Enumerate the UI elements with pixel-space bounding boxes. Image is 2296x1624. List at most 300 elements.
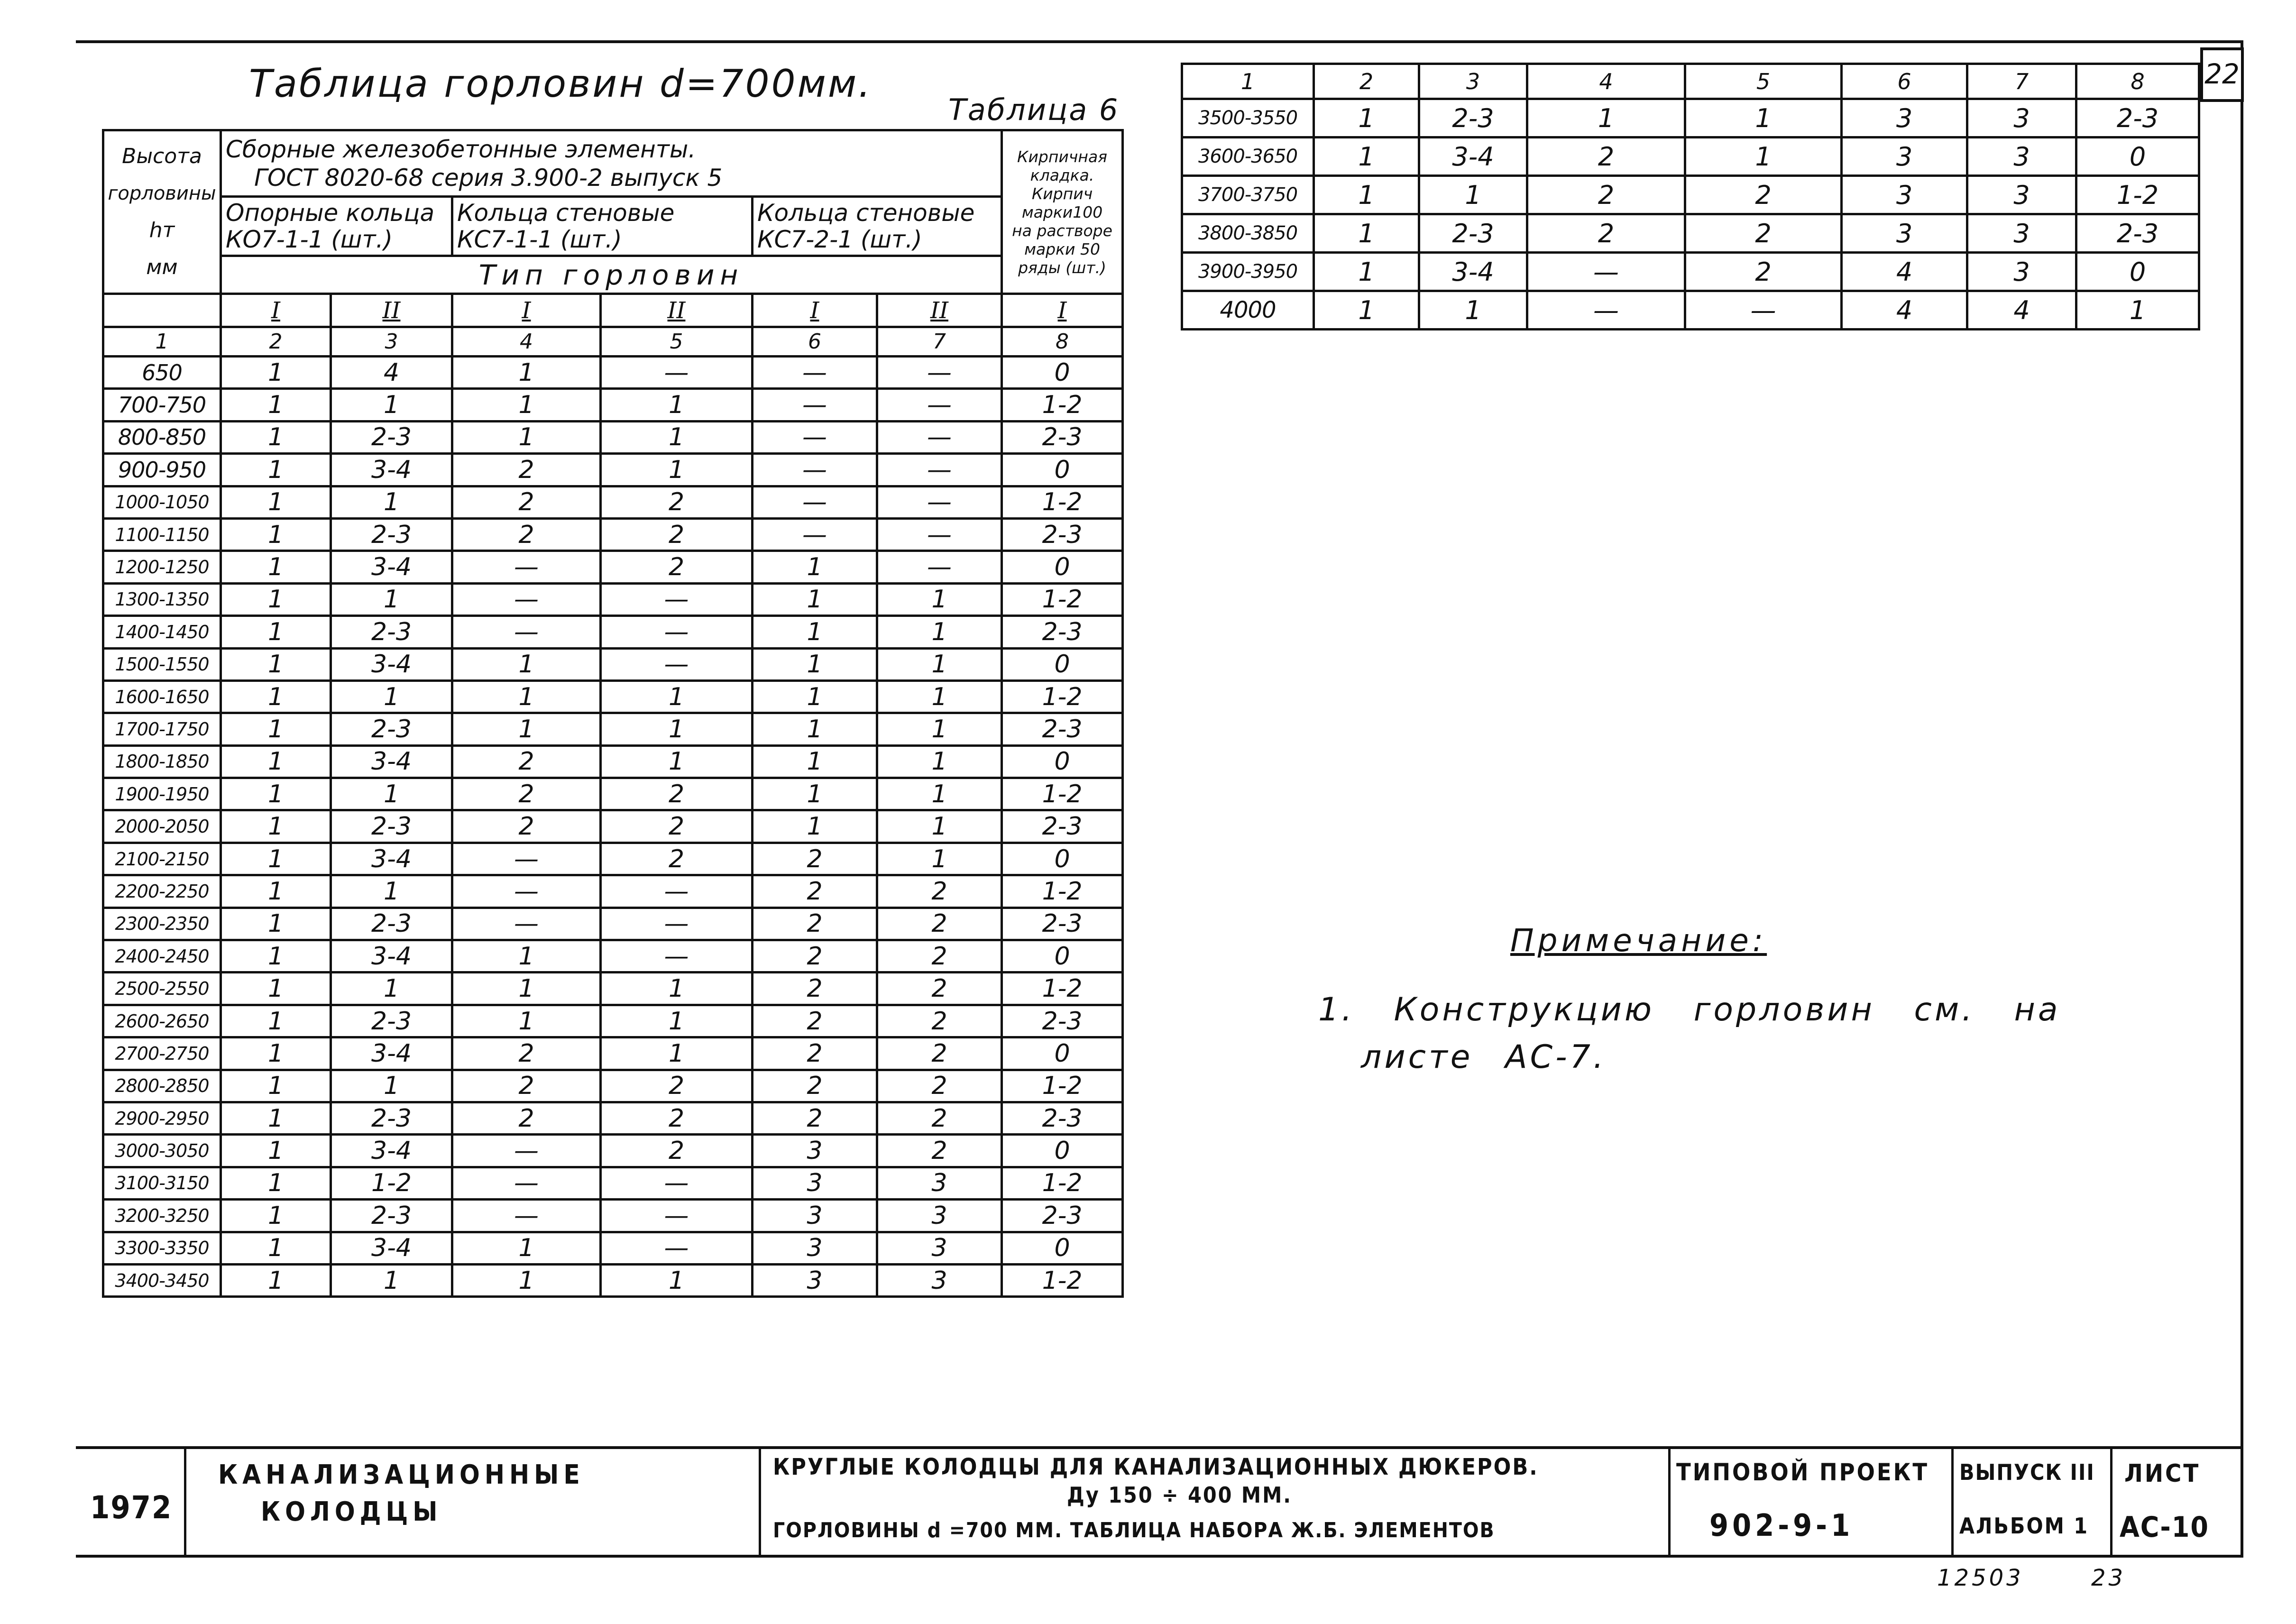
value-cell: 3 (753, 1135, 877, 1167)
value-cell: 1 (452, 1005, 601, 1037)
value-cell: 0 (1002, 1037, 1123, 1070)
column-number-cell: 5 (601, 327, 753, 357)
value-cell: — (452, 1200, 601, 1232)
height-cell: 2800-2850 (103, 1070, 221, 1102)
brick-line: Кирпичная (1017, 147, 1108, 166)
value-cell: 2 (877, 908, 1002, 940)
value-cell: 1 (753, 745, 877, 778)
height-cell: 2000-2050 (103, 810, 221, 843)
value-cell: 1 (1527, 99, 1685, 138)
value-cell: 1 (601, 713, 753, 745)
value-cell: 1 (452, 1232, 601, 1264)
value-cell: 2 (601, 843, 753, 875)
height-cell: 2900-2950 (103, 1102, 221, 1134)
brick-line: марки100 (1021, 202, 1103, 221)
column-number-cell: 2 (221, 327, 331, 357)
value-cell: — (452, 908, 601, 940)
value-cell: 1 (221, 875, 331, 908)
value-cell: 2 (601, 486, 753, 518)
value-cell: — (877, 421, 1002, 453)
table-row (103, 486, 1123, 518)
value-cell: 1 (877, 583, 1002, 615)
type-cell (1002, 294, 1123, 327)
value-cell: — (452, 843, 601, 875)
value-cell: 2 (601, 551, 753, 583)
table-row (103, 551, 1123, 583)
height-cell: 1100-1150 (103, 518, 221, 551)
value-cell: — (753, 486, 877, 518)
value-cell: 1 (877, 745, 1002, 778)
value-cell: 3-4 (331, 1135, 452, 1167)
group-title-cell (221, 130, 1002, 197)
value-cell: — (601, 648, 753, 680)
value-cell: 0 (2076, 253, 2199, 291)
value-cell: 1-2 (2076, 176, 2199, 214)
value-cell: 1 (221, 810, 331, 843)
value-cell: 2-3 (1002, 1102, 1123, 1134)
value-cell: 3-4 (1419, 253, 1527, 291)
value-cell: 3 (1842, 176, 1967, 214)
table-row (103, 1200, 1123, 1232)
divider (1668, 1449, 1671, 1555)
value-cell: 2-3 (2076, 214, 2199, 253)
table-row (103, 1070, 1123, 1102)
value-cell: 2-3 (331, 908, 452, 940)
height-cell: 3400-3450 (103, 1264, 221, 1296)
title-block (76, 1446, 2243, 1558)
height-cell: 1900-1950 (103, 778, 221, 810)
value-cell: 2 (877, 1135, 1002, 1167)
column-number-cell: 8 (1002, 327, 1123, 357)
value-cell: 2 (1527, 214, 1685, 253)
brick-line: Кирпич (1031, 184, 1093, 203)
value-cell: 3 (1967, 253, 2076, 291)
table-row (103, 713, 1123, 745)
value-cell: 2 (753, 940, 877, 973)
value-cell: — (601, 1232, 753, 1264)
height-cell: 1500-1550 (103, 648, 221, 680)
value-cell: 2 (1685, 214, 1842, 253)
value-cell: — (753, 421, 877, 453)
value-cell: 1 (1314, 291, 1419, 330)
value-cell: 3 (1967, 176, 2076, 214)
sheet-label: ЛИСТ (2124, 1459, 2201, 1488)
value-cell: 3 (753, 1264, 877, 1296)
value-cell: 2-3 (1002, 1005, 1123, 1037)
value-cell: 2 (753, 1102, 877, 1134)
value-cell: 2 (753, 1070, 877, 1102)
value-cell: 1 (753, 810, 877, 843)
table-row (103, 1037, 1123, 1070)
value-cell: 1 (1314, 176, 1419, 214)
type-marker: I (271, 297, 280, 324)
value-cell: 2 (877, 940, 1002, 973)
value-cell: 1 (753, 583, 877, 615)
project-label: ТИПОВОЙ ПРОЕКТ (1676, 1459, 1929, 1486)
value-cell: 3-4 (331, 454, 452, 486)
value-cell: 1-2 (1002, 486, 1123, 518)
table-row (103, 389, 1123, 421)
value-cell: 1-2 (1002, 389, 1123, 421)
value-cell: 0 (1002, 648, 1123, 680)
cont-header-row (1182, 64, 2199, 99)
value-cell: 2-3 (331, 1005, 452, 1037)
value-cell: 2-3 (1002, 713, 1123, 745)
value-cell: 2-3 (1002, 421, 1123, 453)
value-cell: 1 (753, 680, 877, 713)
value-cell: 1 (221, 680, 331, 713)
value-cell: — (877, 357, 1002, 389)
value-cell: 2 (1527, 138, 1685, 176)
value-cell: 0 (1002, 1135, 1123, 1167)
value-cell: 3 (753, 1232, 877, 1264)
value-cell: 1 (221, 940, 331, 973)
type-marker: II (930, 297, 948, 324)
table-row (103, 1264, 1123, 1296)
table-row (103, 1135, 1123, 1167)
table-row (103, 648, 1123, 680)
height-cell: 3100-3150 (103, 1167, 221, 1199)
value-cell: 1 (877, 616, 1002, 648)
sub-header-line: Кольца стеновые (457, 199, 675, 227)
table-row (1182, 253, 2199, 291)
value-cell: 1 (601, 1005, 753, 1037)
column-number-cell: 6 (753, 327, 877, 357)
value-cell: 1 (601, 680, 753, 713)
height-cell: 700-750 (103, 389, 221, 421)
type-marker: I (810, 297, 819, 324)
value-cell: 3-4 (331, 648, 452, 680)
height-cell: 1200-1250 (103, 551, 221, 583)
stamp-desc-1: КРУГЛЫЕ КОЛОДЦЫ ДЛЯ КАНАЛИЗАЦИОННЫХ ДЮКЕРОВ. (773, 1454, 1539, 1480)
height-cell: 3800-3850 (1182, 214, 1314, 253)
value-cell: 2 (877, 1037, 1002, 1070)
brick-line: марки 50 (1024, 239, 1100, 258)
sheet-number: 22 (2204, 58, 2240, 90)
value-cell: 2 (753, 1037, 877, 1070)
brick-line: ряды (шт.) (1018, 258, 1106, 277)
type-label: Тип горловин (221, 256, 1002, 294)
value-cell: 3 (877, 1200, 1002, 1232)
height-col-line: Высота (122, 144, 202, 168)
numbers-row (103, 327, 1123, 357)
group-title-line: Сборные железобетонные элементы. (226, 135, 696, 163)
height-col-line: мм (146, 255, 178, 279)
value-cell: 3-4 (331, 843, 452, 875)
sub-header-line: Опорные кольца (226, 199, 435, 227)
page-title: Таблица горловин d=700мм. (249, 62, 872, 106)
table-row (103, 843, 1123, 875)
value-cell: 1-2 (1002, 1264, 1123, 1296)
value-cell: 1 (221, 1264, 331, 1296)
value-cell: 2-3 (1002, 1200, 1123, 1232)
value-cell: 2 (753, 875, 877, 908)
stamp-org-2: КОЛОДЦЫ (261, 1496, 442, 1527)
sub-header-line: КС7-1-1 (шт.) (457, 226, 622, 253)
value-cell: 2-3 (331, 518, 452, 551)
brick-col-header (1002, 130, 1123, 294)
table-row (103, 357, 1123, 389)
value-cell: 1 (331, 875, 452, 908)
value-cell: 2 (452, 518, 601, 551)
divider (2110, 1449, 2112, 1555)
value-cell: 1 (877, 713, 1002, 745)
value-cell: 1 (601, 389, 753, 421)
value-cell: 3 (1842, 99, 1967, 138)
value-cell: 2 (601, 1135, 753, 1167)
divider (184, 1449, 186, 1555)
value-cell: 1 (601, 1037, 753, 1070)
type-cell (452, 294, 601, 327)
height-col-line: горловины (108, 183, 216, 204)
value-cell: 3 (1967, 99, 2076, 138)
value-cell: 2 (452, 1102, 601, 1134)
value-cell: 1 (331, 583, 452, 615)
value-cell: 2 (601, 778, 753, 810)
value-cell: 1 (331, 486, 452, 518)
column-number-cell: 1 (103, 327, 221, 357)
value-cell: 3 (877, 1232, 1002, 1264)
value-cell: 1 (2076, 291, 2199, 330)
value-cell: 3 (877, 1167, 1002, 1199)
value-cell: 2 (753, 1005, 877, 1037)
height-cell: 1000-1050 (103, 486, 221, 518)
value-cell: 1 (221, 778, 331, 810)
type-marker: II (667, 297, 686, 324)
types-empty-cell (103, 294, 221, 327)
type-marker: II (382, 297, 401, 324)
height-cell: 3900-3950 (1182, 253, 1314, 291)
value-cell: 2 (601, 518, 753, 551)
value-cell: 2 (452, 1037, 601, 1070)
height-cell: 3000-3050 (103, 1135, 221, 1167)
value-cell: — (753, 454, 877, 486)
value-cell: 1 (221, 421, 331, 453)
column-number-cell: 2 (1314, 64, 1419, 99)
column-number-cell: 3 (1419, 64, 1527, 99)
divider (759, 1449, 761, 1555)
height-col-line: hт (149, 218, 175, 242)
value-cell: 2-3 (331, 421, 452, 453)
value-cell: 3 (753, 1167, 877, 1199)
value-cell: 3 (753, 1200, 877, 1232)
album-label: АЛЬБОМ 1 (1959, 1513, 2089, 1539)
value-cell: — (452, 875, 601, 908)
table-row (1182, 138, 2199, 176)
sub1-header (221, 197, 452, 256)
value-cell: 2 (452, 454, 601, 486)
value-cell: 1 (601, 454, 753, 486)
column-number-cell: 5 (1685, 64, 1842, 99)
value-cell: 1 (221, 1232, 331, 1264)
value-cell: 1 (877, 810, 1002, 843)
value-cell: 3-4 (331, 551, 452, 583)
value-cell: 1 (221, 973, 331, 1005)
value-cell: 2-3 (1002, 616, 1123, 648)
value-cell: 1 (452, 421, 601, 453)
value-cell: — (753, 357, 877, 389)
table-row (1182, 291, 2199, 330)
value-cell: 2-3 (1002, 810, 1123, 843)
value-cell: 0 (1002, 454, 1123, 486)
value-cell: 1 (331, 973, 452, 1005)
height-cell: 3600-3650 (1182, 138, 1314, 176)
value-cell: — (601, 1167, 753, 1199)
type-cell (331, 294, 452, 327)
divider (1951, 1449, 1954, 1555)
column-number-cell: 1 (1182, 64, 1314, 99)
main-table (102, 129, 1124, 1298)
height-cell: 1800-1850 (103, 745, 221, 778)
type-marker: I (1057, 297, 1067, 324)
note-line-1: 1. Конструкцию горловин см. на (1318, 991, 2061, 1028)
value-cell: 2-3 (1419, 99, 1527, 138)
frame-top-line (76, 40, 2243, 43)
value-cell: 3 (1967, 138, 2076, 176)
value-cell: 1 (221, 389, 331, 421)
value-cell: 2 (753, 973, 877, 1005)
height-cell: 1700-1750 (103, 713, 221, 745)
value-cell: 1 (601, 1264, 753, 1296)
value-cell: — (877, 454, 1002, 486)
value-cell: 1 (877, 778, 1002, 810)
value-cell: — (877, 389, 1002, 421)
height-cell: 2700-2750 (103, 1037, 221, 1070)
sub-header-line: КО7-1-1 (шт.) (226, 226, 393, 253)
value-cell: 1 (331, 680, 452, 713)
value-cell: 2 (452, 810, 601, 843)
value-cell: 1 (1685, 99, 1842, 138)
value-cell: 0 (1002, 1232, 1123, 1264)
height-cell: 650 (103, 357, 221, 389)
height-cell: 3500-3550 (1182, 99, 1314, 138)
height-cell: 1300-1350 (103, 583, 221, 615)
sub-header-line: Кольца стеновые (757, 199, 975, 227)
value-cell: 4 (1967, 291, 2076, 330)
value-cell: 3-4 (331, 1037, 452, 1070)
sub-header-line: КС7-2-1 (шт.) (757, 226, 922, 253)
value-cell: 1 (221, 1005, 331, 1037)
value-cell: 2 (753, 908, 877, 940)
value-cell: 2-3 (331, 616, 452, 648)
continuation-table (1181, 63, 2200, 330)
value-cell: 3-4 (331, 940, 452, 973)
table-row (1182, 176, 2199, 214)
note-title: Примечание: (1510, 922, 1767, 959)
brick-line: кладка. (1030, 165, 1094, 184)
value-cell: 0 (1002, 357, 1123, 389)
value-cell: 4 (1842, 253, 1967, 291)
value-cell: 1-2 (1002, 778, 1123, 810)
types-row (103, 294, 1123, 327)
column-number-cell: 3 (331, 327, 452, 357)
value-cell: 3 (877, 1264, 1002, 1296)
table-row (103, 973, 1123, 1005)
value-cell: — (1527, 253, 1685, 291)
value-cell: 1 (221, 843, 331, 875)
value-cell: 1 (1685, 138, 1842, 176)
value-cell: 1 (601, 973, 753, 1005)
value-cell: 1 (452, 1264, 601, 1296)
value-cell: 3-4 (331, 1232, 452, 1264)
value-cell: — (452, 1167, 601, 1199)
value-cell: — (601, 583, 753, 615)
value-cell: 0 (2076, 138, 2199, 176)
value-cell: 1 (221, 1102, 331, 1134)
value-cell: 1 (452, 940, 601, 973)
value-cell: 1 (1314, 253, 1419, 291)
column-number-cell: 4 (452, 327, 601, 357)
value-cell: 2-3 (2076, 99, 2199, 138)
value-cell: 1 (452, 973, 601, 1005)
value-cell: 2-3 (331, 713, 452, 745)
table-row (103, 680, 1123, 713)
value-cell: 2-3 (331, 1200, 452, 1232)
value-cell: 1 (331, 389, 452, 421)
value-cell: 3-4 (1419, 138, 1527, 176)
height-cell: 2500-2550 (103, 973, 221, 1005)
value-cell: 2 (1685, 176, 1842, 214)
value-cell: 1 (221, 616, 331, 648)
stamp-desc-3: ГОРЛОВИНЫ d =700 ММ. ТАБЛИЦА НАБОРА Ж.Б. ЭЛЕМЕНТОВ (773, 1518, 1495, 1542)
stamp-desc-2: Ду 150 ÷ 400 ММ. (1067, 1482, 1292, 1508)
value-cell: 1 (221, 1167, 331, 1199)
table-row (103, 1102, 1123, 1134)
table-row (1182, 99, 2199, 138)
table-row (103, 616, 1123, 648)
height-cell: 3200-3250 (103, 1200, 221, 1232)
value-cell: 1-2 (1002, 1167, 1123, 1199)
value-cell: — (877, 486, 1002, 518)
value-cell: 1 (221, 583, 331, 615)
value-cell: 1 (452, 713, 601, 745)
value-cell: 1 (221, 1135, 331, 1167)
table-row (103, 421, 1123, 453)
type-cell (753, 294, 877, 327)
value-cell: 1 (753, 551, 877, 583)
value-cell: — (601, 908, 753, 940)
value-cell: 2-3 (1002, 518, 1123, 551)
height-cell: 800-850 (103, 421, 221, 453)
value-cell: — (452, 1135, 601, 1167)
value-cell: 3 (1842, 214, 1967, 253)
value-cell: 2 (601, 1102, 753, 1134)
value-cell: 2-3 (1419, 214, 1527, 253)
value-cell: 2 (452, 778, 601, 810)
height-cell: 1400-1450 (103, 616, 221, 648)
value-cell: 1 (221, 908, 331, 940)
value-cell: 1 (221, 1037, 331, 1070)
stamp-org-1: КАНАЛИЗАЦИОННЫЕ (218, 1459, 585, 1490)
table-number: Таблица 6 (948, 92, 1120, 127)
table-row (103, 1167, 1123, 1199)
value-cell: 1 (452, 389, 601, 421)
column-number-cell: 7 (1967, 64, 2076, 99)
table-row (103, 1232, 1123, 1264)
value-cell: 1 (331, 1264, 452, 1296)
value-cell: 1 (221, 357, 331, 389)
value-cell: 0 (1002, 551, 1123, 583)
frame-right-line (2241, 40, 2243, 1558)
value-cell: 1 (331, 778, 452, 810)
table-row (103, 875, 1123, 908)
value-cell: 1 (221, 518, 331, 551)
value-cell: 1 (452, 357, 601, 389)
value-cell: — (452, 551, 601, 583)
value-cell: 1 (331, 1070, 452, 1102)
value-cell: — (601, 357, 753, 389)
value-cell: 1 (1314, 214, 1419, 253)
